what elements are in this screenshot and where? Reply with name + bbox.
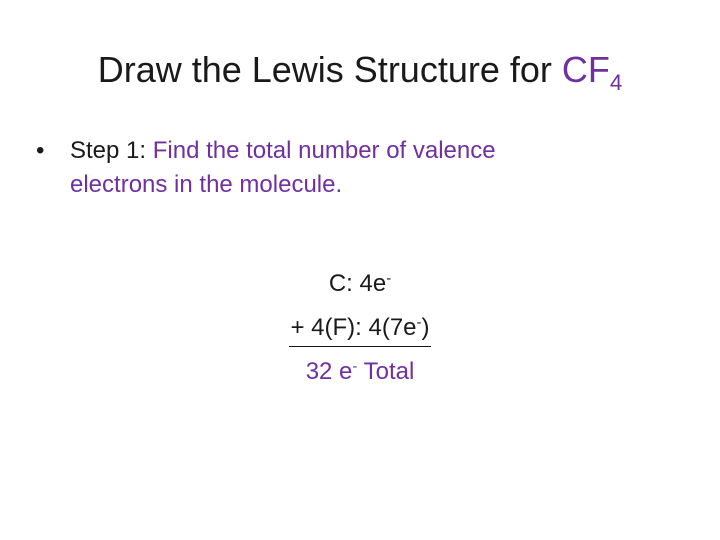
valence-calculation: [0, 262, 720, 394]
formula-subscript: 4: [609, 69, 623, 95]
slide-title: [0, 44, 720, 96]
bullet-marker: •: [36, 137, 45, 164]
fluorine-suffix: ): [421, 314, 430, 341]
carbon-line: [0, 262, 720, 306]
fluorine-superscript: -: [416, 314, 422, 331]
total-line: [0, 350, 720, 394]
title-text: Draw the Lewis Structure for: [97, 49, 562, 90]
total-label: Total: [357, 358, 415, 385]
formula-text: CF: [561, 49, 610, 90]
step-label: Step 1:: [70, 137, 153, 164]
title-formula: [561, 49, 623, 95]
step-text-line1: Find the total number of valence: [152, 137, 496, 164]
carbon-superscript: -: [386, 270, 392, 287]
bullet-step-1: [36, 134, 676, 202]
carbon-text: C: 4e: [328, 270, 387, 297]
fluorine-underlined: [289, 310, 430, 347]
total-superscript: -: [352, 358, 358, 375]
bullet-text: [70, 134, 676, 202]
total-value: 32 e: [305, 358, 353, 385]
step-text-line2: electrons in the molecule.: [70, 171, 343, 198]
fluorine-line: [0, 306, 720, 350]
fluorine-prefix: + 4(F): 4(7e: [290, 314, 417, 341]
